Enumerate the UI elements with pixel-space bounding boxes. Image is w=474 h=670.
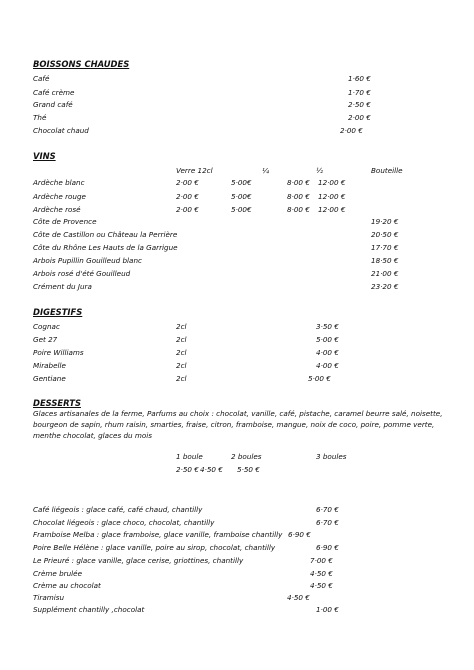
dessert-price: 6·90 € xyxy=(316,543,339,552)
digestif-price: 4·00 € xyxy=(316,361,339,370)
dessert-name: Café liégeois : glace café, café chaud, chantilly xyxy=(33,505,203,514)
dessert-name: Tiramisu xyxy=(33,593,65,602)
wine-half-price: 8·00 € xyxy=(287,192,310,201)
wine-name: Côte de Castillon ou Château la Perrière xyxy=(33,230,178,239)
scoop-price-one: 2·50 € xyxy=(176,465,199,474)
section-title-desserts: DESSERTS xyxy=(33,398,81,408)
menu-item-name: Thé xyxy=(33,113,47,122)
wine-name: Ardèche blanc xyxy=(33,178,85,187)
dessert-price: 4·50 € xyxy=(310,581,333,590)
digestif-price: 3·50 € xyxy=(316,322,339,331)
digestif-qty: 2cl xyxy=(176,335,187,344)
dessert-name: Le Prieuré : glace vanille, glace cerise, griottines, chantilly xyxy=(33,556,244,565)
dessert-name: Chocolat liégeois : glace choco, chocolat, chantilly xyxy=(33,518,215,527)
scoop-label-two: 2 boules xyxy=(231,452,262,461)
dessert-price: 6·70 € xyxy=(316,505,339,514)
dessert-name: Poire Belle Hélène : glace vanille, poire au sirop, chocolat, chantilly xyxy=(33,543,276,552)
dessert-price: 1·00 € xyxy=(316,605,339,614)
wine-half-price: 8·00 € xyxy=(287,178,310,187)
wine-glass-price: 2·00 € xyxy=(176,205,199,214)
digestif-price: 4·00 € xyxy=(316,348,339,357)
menu-item-price: 1·70 € xyxy=(348,88,371,97)
dessert-name: Framboise Melba : glace framboise, glace vanille, framboise chantilly xyxy=(33,530,283,539)
dessert-name: Crème brulée xyxy=(33,569,83,578)
digestif-name: Mirabelle xyxy=(33,361,66,370)
digestif-qty: 2cl xyxy=(176,374,187,383)
digestif-name: Poire Williams xyxy=(33,348,84,357)
wine-bottle-price: 19·20 € xyxy=(371,217,399,226)
wine-bottle-price: 12·00 € xyxy=(318,178,346,187)
col-header-half: ½ xyxy=(316,166,323,175)
digestif-price: 5·00 € xyxy=(316,335,339,344)
dessert-name: Crème au chocolat xyxy=(33,581,101,590)
digestif-qty: 2cl xyxy=(176,361,187,370)
dessert-price: 4·50 € xyxy=(310,569,333,578)
wine-bottle-price: 20·50 € xyxy=(371,230,399,239)
digestif-name: Cognac xyxy=(33,322,60,331)
dessert-price: 6·70 € xyxy=(316,518,339,527)
wine-name: Côte de Provence xyxy=(33,217,97,226)
menu-item-name: Grand café xyxy=(33,100,73,109)
dessert-price: 7·00 € xyxy=(310,556,333,565)
dessert-price: 6·90 € xyxy=(288,530,311,539)
scoop-price-two: 4·50 € xyxy=(200,465,223,474)
wine-quarter-price: 5·00€ xyxy=(231,205,252,214)
scoop-label-one: 1 boule xyxy=(176,452,203,461)
digestif-price: 5·00 € xyxy=(308,374,331,383)
menu-item-price: 2·00 € xyxy=(348,113,371,122)
scoop-price-three: 5·50 € xyxy=(237,465,260,474)
wine-name: Ardèche rouge xyxy=(33,192,86,201)
section-title-digestifs: DIGESTIFS xyxy=(33,307,83,317)
wine-bottle-price: 12·00 € xyxy=(318,192,346,201)
wine-bottle-price: 17·70 € xyxy=(371,243,399,252)
section-title-wines: VINS xyxy=(33,151,56,161)
wine-name: Arbois Pupillin Gouilleud blanc xyxy=(33,256,142,265)
menu-item-name: Café xyxy=(33,74,50,83)
ice-cream-description: Glaces artisanales de la ferme, Parfums au choix : chocolat, vanille, café, pistache, caramel beurre salé, noisette, bourgeon de sapin, rhum raisin, smarties, fraise, citron, framboise, mangue, noix de coco, poire, pomme verte, menthe chocolat, glaces du mois xyxy=(33,409,443,440)
digestif-name: Get 27 xyxy=(33,335,58,344)
digestif-name: Gentiane xyxy=(33,374,66,383)
wine-half-price: 8·00 € xyxy=(287,205,310,214)
wine-glass-price: 2·00 € xyxy=(176,192,199,201)
col-header-glass: Verre 12cl xyxy=(176,166,213,175)
menu-item-price: 2·00 € xyxy=(340,126,363,135)
col-header-bottle: Bouteille xyxy=(371,166,403,175)
dessert-name: Supplément chantilly ,chocolat xyxy=(33,605,145,614)
wine-bottle-price: 23·20 € xyxy=(371,282,399,291)
menu-item-price: 2·50 € xyxy=(348,100,371,109)
wine-name: Côte du Rhône Les Hauts de la Garrigue xyxy=(33,243,178,252)
digestif-qty: 2cl xyxy=(176,348,187,357)
digestif-qty: 2cl xyxy=(176,322,187,331)
wine-name: Ardèche rosé xyxy=(33,205,81,214)
wine-quarter-price: 5·00€ xyxy=(231,192,252,201)
wine-bottle-price: 12·00 € xyxy=(318,205,346,214)
wine-bottle-price: 18·50 € xyxy=(371,256,399,265)
section-title-hot-drinks: BOISSONS CHAUDES xyxy=(33,59,130,69)
menu-item-name: Chocolat chaud xyxy=(33,126,89,135)
wine-name: Arbois rosé d'été Gouilleud xyxy=(33,269,131,278)
menu-item-price: 1·60 € xyxy=(348,74,371,83)
col-header-quarter: ¼ xyxy=(262,166,269,175)
wine-bottle-price: 21·00 € xyxy=(371,269,399,278)
scoop-label-three: 3 boules xyxy=(316,452,347,461)
menu-item-name: Café crème xyxy=(33,88,75,97)
dessert-price: 4·50 € xyxy=(287,593,310,602)
wine-glass-price: 2·00 € xyxy=(176,178,199,187)
wine-quarter-price: 5·00€ xyxy=(231,178,252,187)
wine-name: Crément du Jura xyxy=(33,282,92,291)
